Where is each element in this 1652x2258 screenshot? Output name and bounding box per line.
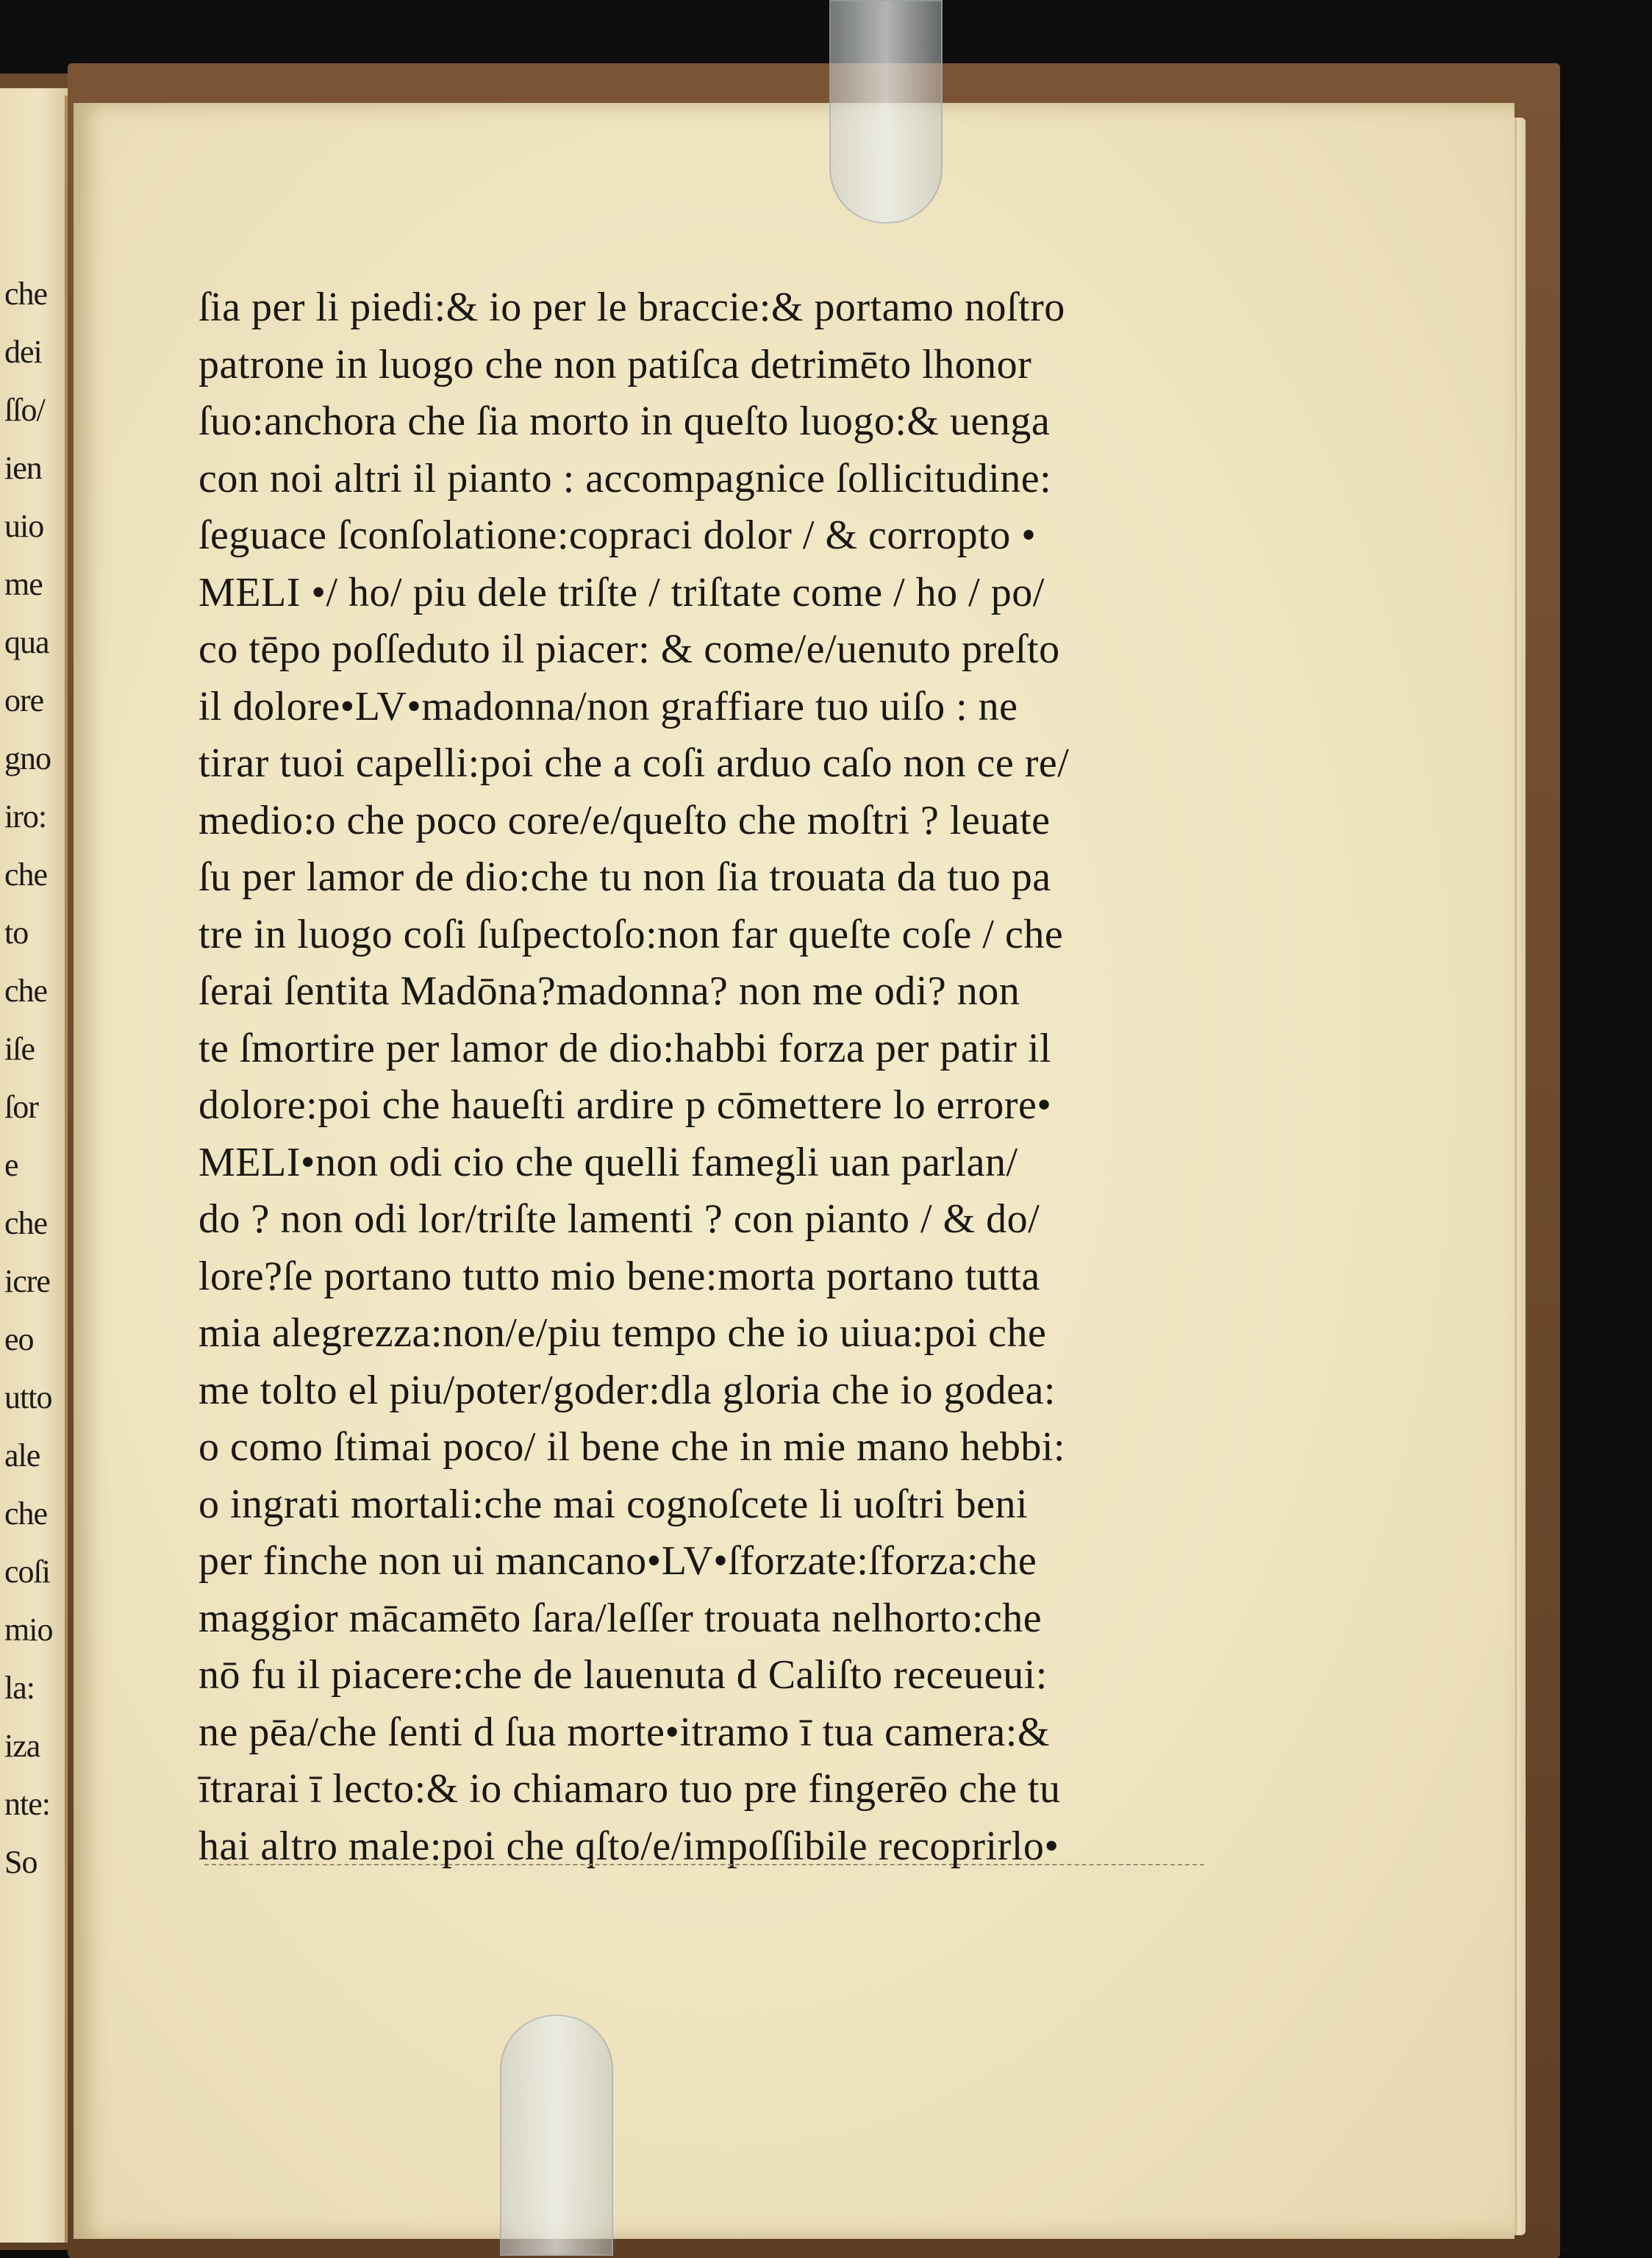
left-page-fragment: ſſo/	[4, 392, 45, 428]
left-page-fragment: che	[4, 857, 48, 893]
page-body-text	[199, 279, 1213, 1875]
left-page-fragment: uio	[4, 508, 44, 544]
text-line: per finche non ui mancano•LV•ſforzate:ſforza:che	[199, 1538, 1037, 1584]
left-page-fragment: gno	[4, 740, 51, 776]
text-line: o ingrati mortali:che mai cognoſcete li uoſtri beni	[199, 1481, 1029, 1527]
text-line: te ſmortire per lamor de dio:habbi forza per patir il	[199, 1025, 1052, 1071]
left-page-fragment: icre	[4, 1263, 50, 1299]
text-line: con noi altri il pianto : accompagnice ſollicitudine:	[199, 455, 1052, 501]
left-page-fragment: la:	[4, 1670, 35, 1706]
text-line: nō fu il piacere:che de lauenuta d Caliſto receueui:	[199, 1652, 1048, 1698]
left-page-fragment: che	[4, 276, 48, 312]
left-page-fragment: iſe	[4, 1031, 35, 1067]
text-line: il dolore•LV•madonna/non graffiare tuo uiſo : ne	[199, 683, 1018, 729]
left-page-fragment: dei	[4, 334, 42, 370]
left-page-fragment: eo	[4, 1321, 34, 1357]
text-line: ſu per lamor de dio:che tu non ſia trouata da tuo pa	[199, 854, 1051, 900]
top-page-clip	[829, 0, 943, 224]
text-line: do ? non odi lor/triſte lamenti ? con pianto / & do/	[199, 1196, 1040, 1242]
left-page-fragment: me	[4, 566, 43, 602]
left-page-fragment: to	[4, 915, 29, 951]
left-page-fragment: coſi	[4, 1554, 50, 1590]
text-line: ſia per li piedi:& io per le braccie:& portamo noſtro	[199, 285, 1065, 330]
text-line: me tolto el piu/poter/goder:dla gloria che io godea:	[199, 1367, 1056, 1413]
text-line: o como ſtimai poco/ il bene che in mie mano hebbi:	[199, 1424, 1065, 1470]
text-line: tirar tuoi capelli:poi che a coſi arduo caſo non ce re/	[199, 740, 1070, 786]
left-page-fragment: ale	[4, 1437, 40, 1473]
text-line: co tēpo poſſeduto il piacer: & come/e/uenuto preſto	[199, 626, 1060, 672]
text-line: ītrarai ī lecto:& io chiamaro tuo pre fingerēo che tu	[199, 1766, 1061, 1812]
text-line: ſerai ſentita Madōna?madonna? non me odi? non	[199, 968, 1020, 1014]
left-page-fragment: So	[4, 1844, 37, 1880]
left-page-fragment: mio	[4, 1612, 53, 1648]
left-page-fragment: che	[4, 973, 48, 1009]
bottom-rule	[204, 1864, 1204, 1865]
text-line: ſuo:anchora che ſia morto in queſto luogo:& uenga	[199, 399, 1051, 444]
left-page-fragment: ien	[4, 450, 42, 486]
left-page-fragment: qua	[4, 624, 49, 660]
text-line: maggior mācamēto ſara/leſſer trouata nelhorto:che	[199, 1595, 1043, 1641]
left-page-text	[4, 265, 52, 1891]
left-page-fragment: che	[4, 1205, 48, 1241]
text-line: tre in luogo coſi ſuſpectoſo:non far queſte coſe / che	[199, 911, 1064, 957]
left-facing-page	[0, 88, 68, 2243]
text-line: hai altro male:poi che qſto/e/impoſſibile recoprirlo•	[199, 1823, 1059, 1869]
left-page-fragment: utto	[4, 1379, 52, 1415]
text-line: MELI•non odi cio che quelli famegli uan parlan/	[199, 1139, 1018, 1185]
text-line: medio:o che poco core/e/queſto che moſtri ? leuate	[199, 797, 1051, 843]
left-page-fragment: che	[4, 1496, 48, 1532]
text-line: ſeguace ſconſolatione:copraci dolor / & corropto •	[199, 512, 1037, 558]
text-line: patrone in luogo che non patiſca detrimēto lhonor	[199, 341, 1032, 387]
text-line: dolore:poi che haueſti ardire p cōmettere lo errore•	[199, 1082, 1052, 1128]
left-page-fragment: iza	[4, 1728, 40, 1764]
bottom-page-clip	[500, 2015, 613, 2256]
left-page-fragment: nte:	[4, 1786, 50, 1822]
left-page-fragment: ſor	[4, 1089, 38, 1125]
left-page-fragment: ore	[4, 682, 44, 718]
left-page-fragment: e	[4, 1147, 18, 1183]
text-line: MELI •/ ho/ piu dele triſte / triſtate come / ho / po/	[199, 569, 1045, 615]
text-line: mia alegrezza:non/e/piu tempo che io uiua:poi che	[199, 1310, 1047, 1356]
left-page-fragment: iro:	[4, 798, 47, 835]
text-line: ne pēa/che ſenti d ſua morte•itramo ī tua camera:&	[199, 1709, 1050, 1755]
text-line: lore?ſe portano tutto mio bene:morta portano tutta	[199, 1253, 1040, 1299]
